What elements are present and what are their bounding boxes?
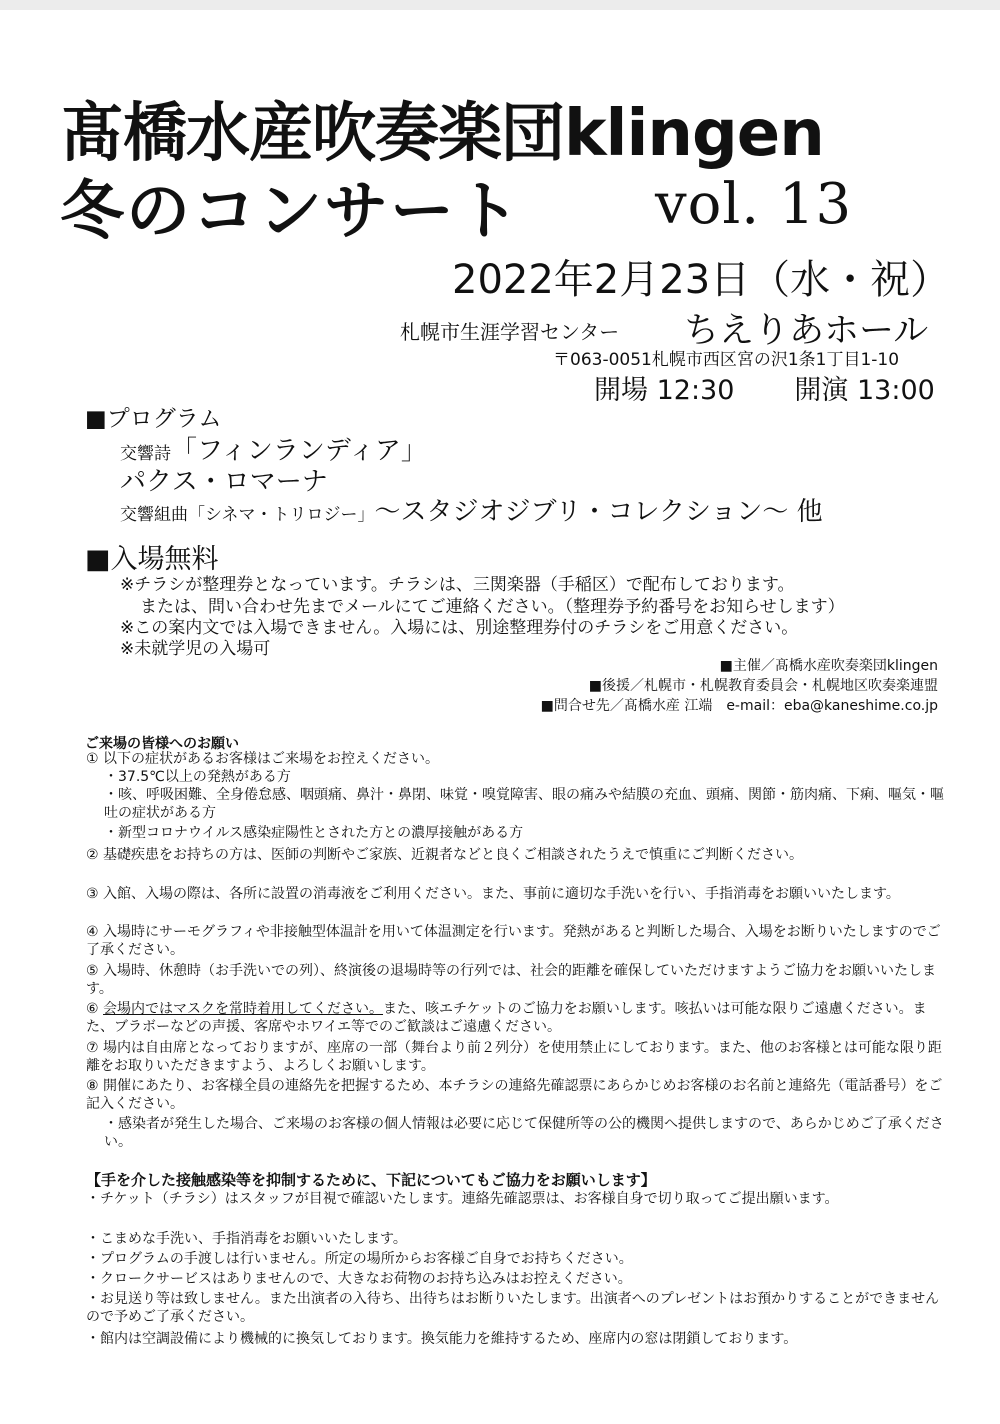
guideline-item [86, 1000, 946, 1036]
doors-open-time: 開場 12:30 [594, 375, 735, 406]
start-time: 開演 13:00 [794, 375, 935, 406]
admission-heading: ■入場無料 [85, 544, 219, 575]
contact-prevention-heading: 【手を介した接触感染等を抑制するために、下記についてもご協力をお願いします】 [86, 1171, 656, 1189]
guideline-item: ⑧ 開催にあたり、お客様全員の連絡先を把握するため、本チラシの連絡先確認票にあらかじめお客様のお名前と連絡先（電話番号）をご記入ください。 [86, 1078, 943, 1112]
program-item-title: パクス・ロマーナ [120, 467, 328, 497]
prevention-item: ・こまめな手洗い、手指消毒をお願いいたします。 [86, 1231, 407, 1247]
prevention-item: ・お見送り等は致しません。また出演者の入待ち、出待ちはお断りいたします。出演者へのプレゼントはお預かりすることができませんので予めご了承ください。 [86, 1291, 940, 1325]
guideline-marker: ⑥ [86, 1001, 99, 1017]
prevention-item: ・館内は空調設備により機械的に換気しております。換気能力を維持するため、座席内の窓は閉鎖しております。 [86, 1331, 798, 1347]
venue-hall: ちえりあホール [684, 311, 929, 351]
program-heading: ■プログラム [85, 406, 222, 432]
support-credit: ■後援／札幌市・札幌教育委員会・札幌地区吹奏楽連盟 [588, 678, 938, 694]
program-item-title: 「フィンランディア」 [171, 436, 427, 466]
guideline-item: ② 基礎疾患をお持ちの方は、医師の判断やご家族、近親者などと良くご相談されたうえで慎重にご判断ください。 [86, 847, 803, 863]
guideline-subitem: ・感染者が発生した場合、ご来場のお客様の個人情報は必要に応じて保健所等の公的機関へ提供しますので、あらかじめご了承ください。 [104, 1116, 944, 1150]
guideline-item: ④ 入場時にサーモグラフィや非接触型体温計を用いて体温測定を行います。発熱があると判断した場合、入場をお断りいたしますのでご了承ください。 [86, 924, 941, 958]
program-item-title: 〜スタジオジブリ・コレクション〜 他 [374, 497, 823, 527]
guideline-item: ⑤ 入場時、休憩時（お手洗いでの列）、終演後の退場時等の行列では、社会的距離を確保していただけますようご協力をお願いいたします。 [86, 963, 936, 997]
admission-note: ※チラシが整理券となっています。チラシは、三関楽器（手稲区）で配布しております。 [120, 575, 795, 595]
event-date: 2022年2月23日（水・祝） [452, 257, 951, 303]
venue-building: 札幌市生涯学習センター [400, 320, 620, 344]
volume-number: vol. 13 [655, 172, 853, 237]
program-item-prefix: 交響組曲「シネマ・トリロジー」 [120, 505, 375, 525]
concert-title-line1: 髙橋水産吹奏楽団klingen [60, 97, 824, 171]
mask-instruction: 会場内ではマスクを常時着用してください。 [103, 1001, 384, 1017]
program-item [120, 491, 823, 528]
guidelines-heading: ご来場の皆様へのお願い [85, 736, 239, 752]
guideline-text: また、咳エチケットのご協力をお願いします。咳払いは可能な限りご遠慮ください。また、ブラボーなどの声援、客席やホワイエ等でのご歓談はご遠慮ください。 [86, 1001, 927, 1035]
event-times [594, 368, 935, 407]
contact-credit: ■問合せ先／髙橋水産 江端 e-mail：eba@kaneshime.co.jp [540, 698, 938, 714]
prevention-item: ・チケット（チラシ）はスタッフが目視で確認いたします。連絡先確認票は、お客様自身で切り取ってご提出願います。 [86, 1191, 839, 1207]
admission-note: または、問い合わせ先までメールにてご連絡ください。（整理券予約番号をお知らせします） [140, 597, 845, 617]
admission-note: ※未就学児の入場可 [120, 639, 271, 659]
guideline-item: ⑦ 場内は自由席となっておりますが、座席の一部（舞台より前２列分）を使用禁止にしております。また、他のお客様とは可能な限り距離をお取りいただきますよう、よろしくお願いします。 [86, 1040, 942, 1074]
prevention-item: ・クロークサービスはありませんので、大きなお荷物のお持ち込みはお控えください。 [86, 1271, 632, 1287]
guideline-subitem: ・咳、呼吸困難、全身倦怠感、咽頭痛、鼻汁・鼻閉、味覚・嗅覚障害、眼の痛みや結膜の充血、頭痛、関節・筋肉痛、下痢、嘔気・嘔吐の症状がある方 [104, 787, 944, 821]
program-item-prefix: 交響詩 [120, 444, 171, 464]
concert-title-line2: 冬のコンサート [60, 175, 522, 249]
guideline-subitem: ・新型コロナウイルス感染症陽性とされた方との濃厚接触がある方 [104, 825, 524, 841]
admission-note: ※この案内文では入場できません。入場には、別途整理券付のチラシをご用意ください。 [120, 618, 799, 638]
guideline-subitem: ・37.5℃以上の発熱がある方 [104, 769, 291, 785]
organizer-credit: ■主催／髙橋水産吹奏楽団klingen [719, 658, 938, 674]
venue-address: 〒063-0051札幌市西区宮の沢1条1丁目1-10 [553, 350, 900, 370]
prevention-item: ・プログラムの手渡しは行いません。所定の場所からお客様ご自身でお持ちください。 [86, 1251, 633, 1267]
guideline-item: ③ 入館、入場の際は、各所に設置の消毒液をご利用ください。また、事前に適切な手洗いを行い、手指消毒をお願いいたします。 [86, 886, 900, 902]
top-margin-bar [0, 0, 1000, 10]
guideline-item: ① 以下の症状があるお客様はご来場をお控えください。 [86, 751, 439, 767]
